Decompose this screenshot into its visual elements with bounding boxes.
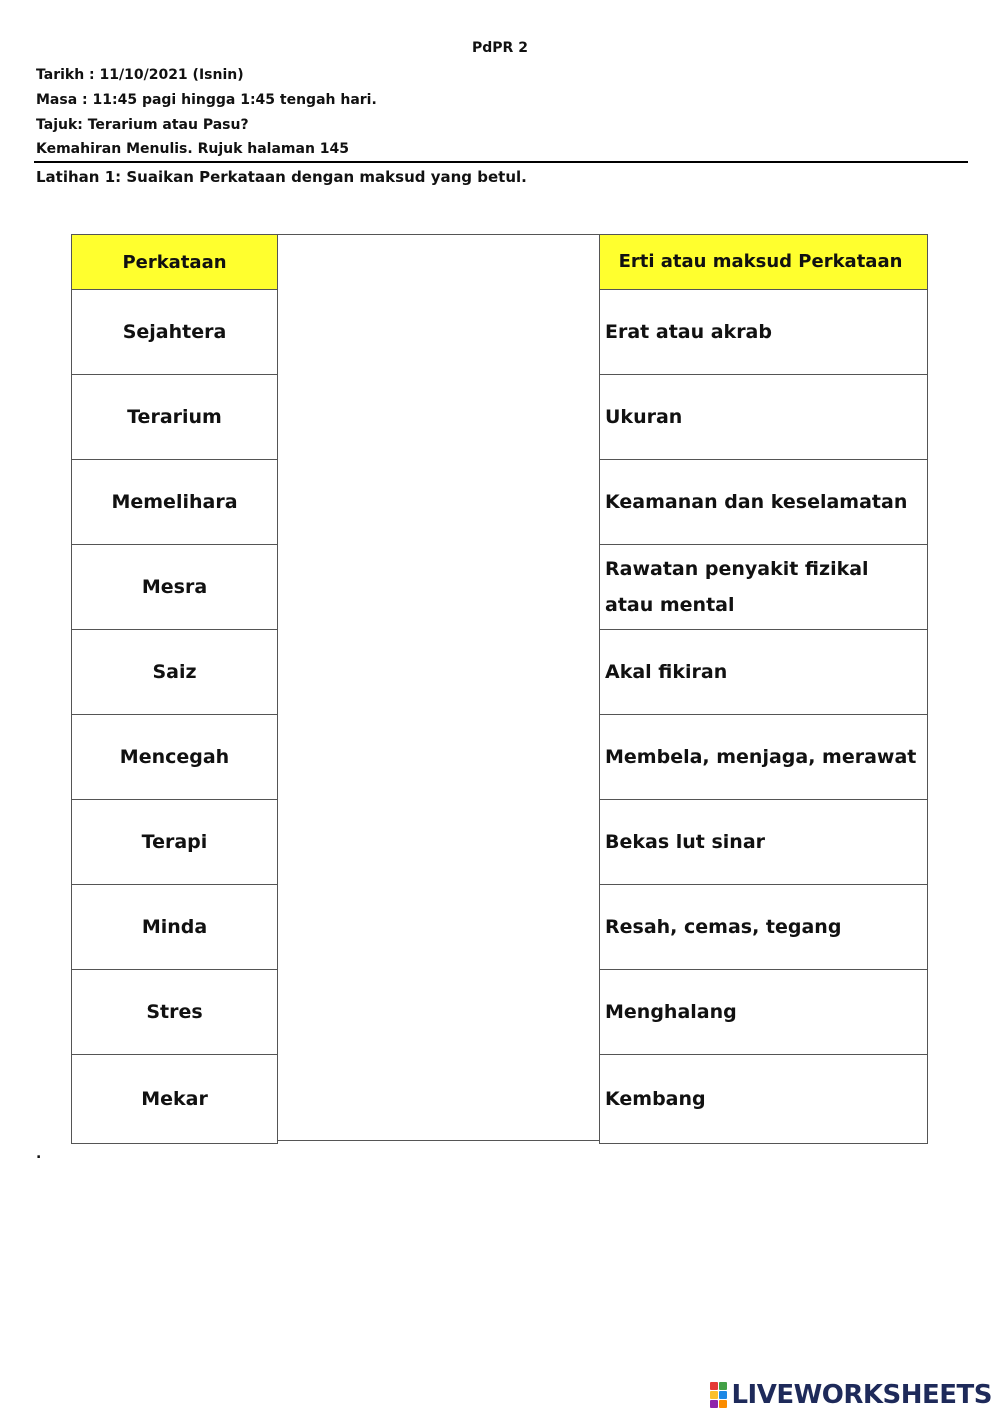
- word-cell[interactable]: Mesra: [72, 545, 277, 630]
- word-cell[interactable]: Saiz: [72, 630, 277, 715]
- meanings-column: [599, 234, 928, 1144]
- word-cell[interactable]: Mencegah: [72, 715, 277, 800]
- meanings-header: Erti atau maksud Perkataan: [600, 235, 927, 290]
- stray-dot: .: [36, 1146, 42, 1162]
- meaning-cell[interactable]: Akal fikiran: [600, 630, 927, 715]
- meaning-cell[interactable]: Bekas lut sinar: [600, 800, 927, 885]
- meaning-cell[interactable]: Membela, menjaga, merawat: [600, 715, 927, 800]
- word-cell[interactable]: Terarium: [72, 375, 277, 460]
- skill-line: Kemahiran Menulis. Rujuk halaman 145: [36, 141, 350, 157]
- document-title: PdPR 2: [472, 40, 528, 56]
- meaning-cell[interactable]: Resah, cemas, tegang: [600, 885, 927, 970]
- word-cell[interactable]: Terapi: [72, 800, 277, 885]
- meaning-cell[interactable]: Menghalang: [600, 970, 927, 1055]
- words-column: [71, 234, 278, 1144]
- meaning-cell[interactable]: Keamanan dan keselamatan: [600, 460, 927, 545]
- liveworksheets-brand[interactable]: [710, 1380, 992, 1410]
- brand-name: LIVEWORKSHEETS: [731, 1380, 992, 1410]
- word-cell[interactable]: Mekar: [72, 1055, 277, 1144]
- meaning-cell[interactable]: Erat atau akrab: [600, 290, 927, 375]
- exercise-instruction: Latihan 1: Suaikan Perkataan dengan maksud yang betul.: [36, 168, 527, 186]
- time-line: Masa : 11:45 pagi hingga 1:45 tengah hari.: [36, 92, 377, 108]
- meaning-cell[interactable]: Rawatan penyakit fizikal atau mental: [600, 545, 927, 630]
- word-cell[interactable]: Stres: [72, 970, 277, 1055]
- meaning-cell[interactable]: Kembang: [600, 1055, 927, 1144]
- words-header: Perkataan: [72, 235, 277, 290]
- matching-area[interactable]: [277, 234, 600, 1141]
- word-cell[interactable]: Sejahtera: [72, 290, 277, 375]
- topic-line: Tajuk: Terarium atau Pasu?: [36, 117, 249, 133]
- meaning-cell[interactable]: Ukuran: [600, 375, 927, 460]
- liveworksheets-logo-icon: [710, 1382, 727, 1408]
- word-cell[interactable]: Minda: [72, 885, 277, 970]
- header-divider: [34, 161, 968, 163]
- word-cell[interactable]: Memelihara: [72, 460, 277, 545]
- date-line: Tarikh : 11/10/2021 (Isnin): [36, 67, 244, 83]
